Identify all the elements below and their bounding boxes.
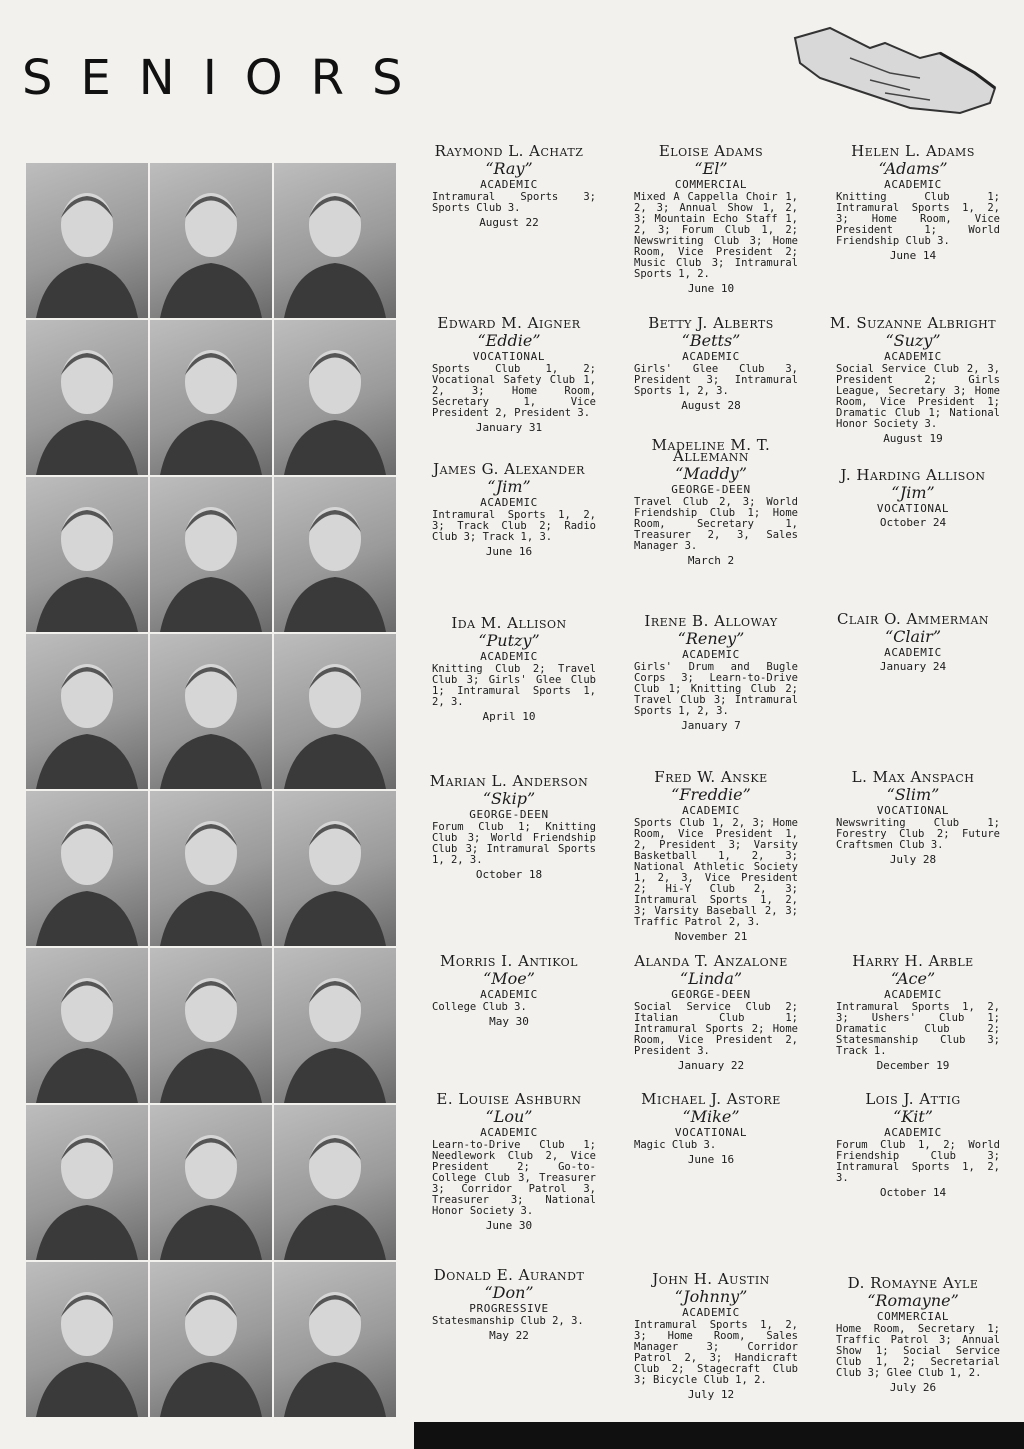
senior-entry [616, 1090, 806, 1166]
footer-bar [414, 1422, 1024, 1449]
senior-entry [616, 314, 806, 412]
senior-birthday: June 14 [889, 249, 937, 262]
senior-name: Alanda T. Anzalone [634, 952, 788, 970]
senior-name: Helen L. Adams [851, 142, 975, 160]
senior-course: GEORGE-DEEN [671, 483, 751, 496]
senior-nickname: “Don” [484, 1283, 534, 1302]
senior-name: James G. Alexander [433, 460, 585, 478]
senior-birthday: December 19 [876, 1059, 950, 1072]
senior-activities: Knitting Club 1; Intramural Sports 1, 2, 3; Home Room, Vice President 1; World Friendship Club 3. [836, 191, 1000, 247]
senior-name: Morris I. Antikol [440, 952, 578, 970]
senior-activities: Newswriting Club 1; Forestry Club 2; Future Craftsmen Club 3. [836, 817, 1000, 851]
senior-entry [414, 1266, 604, 1342]
portrait [26, 948, 148, 1103]
senior-course: ACADEMIC [682, 1306, 740, 1319]
senior-nickname: “Lou” [485, 1107, 533, 1126]
senior-entry [414, 614, 604, 723]
senior-birthday: January 22 [677, 1059, 745, 1072]
senior-activities: Magic Club 3. [634, 1139, 717, 1151]
senior-activities: Intramural Sports 1, 2, 3; Track Club 2; Radio Club 3; Track 1, 3. [432, 509, 596, 543]
senior-birthday: August 19 [883, 432, 943, 445]
senior-entry [818, 952, 1008, 1072]
senior-entry [818, 466, 1008, 529]
senior-nickname: “Suzy” [885, 331, 941, 350]
senior-course: ACADEMIC [884, 1126, 942, 1139]
portrait [26, 634, 148, 789]
senior-course: ACADEMIC [480, 1126, 538, 1139]
senior-name: D. Romayne Ayle [847, 1274, 979, 1292]
senior-birthday: June 10 [687, 282, 735, 295]
senior-activities: Statesmanship Club 2, 3. [432, 1315, 584, 1327]
senior-birthday: July 28 [889, 853, 937, 866]
portrait [150, 320, 272, 475]
senior-entry [818, 1274, 1008, 1394]
senior-entry [414, 314, 604, 434]
senior-birthday: June 30 [485, 1219, 533, 1232]
portrait [26, 1105, 148, 1260]
senior-name: Betty J. Alberts [648, 314, 774, 332]
portrait-grid [26, 163, 396, 1417]
senior-course: ACADEMIC [884, 646, 942, 659]
senior-entry [616, 142, 806, 295]
senior-activities: Sports Club 1, 2; Vocational Safety Club 1, 2, 3; Home Room, Secretary 1, Vice President 2, President 3. [432, 363, 596, 419]
senior-birthday: March 2 [687, 554, 735, 567]
senior-nickname: “Jim” [891, 483, 935, 502]
senior-activities: Forum Club 1; Knitting Club 3; World Friendship Club 3; Intramural Sports 1, 2, 3. [432, 821, 596, 866]
senior-birthday: October 24 [879, 516, 947, 529]
senior-activities: Social Service Club 2; Italian Club 1; Intramural Sports 2; Home Room, Vice President 2, President 3. [634, 1001, 798, 1057]
senior-nickname: “Mike” [682, 1107, 740, 1126]
senior-activities: Mixed A Cappella Choir 1, 2, 3; Annual Show 1, 2, 3; Mountain Echo Staff 1, 2, 3; Forum Club 1, 2; Newswriting Club 3; Home Room, Vice President 2; Music Club 3; Intramural Sports 1, 2. [634, 191, 798, 280]
senior-course: PROGRESSIVE [469, 1302, 549, 1315]
portrait [26, 791, 148, 946]
senior-course: VOCATIONAL [674, 1126, 748, 1139]
senior-nickname: “Putzy” [478, 631, 540, 650]
senior-course: ACADEMIC [480, 178, 538, 191]
senior-name: Donald E. Aurandt [433, 1266, 585, 1284]
senior-activities: Home Room, Secretary 1; Traffic Patrol 3; Annual Show 1; Social Service Club 1, 2; Secretarial Club 3; Glee Club 1, 2. [836, 1323, 1000, 1379]
senior-activities: Social Service Club 2, 3, President 2; Girls League, Secretary 3; Home Room, Vice President 1; Dramatic Club 1; National Honor Society 3. [836, 363, 1000, 430]
senior-course: ACADEMIC [884, 178, 942, 191]
senior-nickname: “El” [694, 159, 728, 178]
senior-entry [414, 1090, 604, 1232]
senior-birthday: October 18 [475, 868, 543, 881]
senior-birthday: July 12 [687, 1388, 735, 1401]
senior-nickname: “Johnny” [674, 1287, 748, 1306]
senior-course: VOCATIONAL [876, 502, 950, 515]
senior-activities: Girls' Drum and Bugle Corps 3; Learn-to-Drive Club 1; Knitting Club 2; Travel Club 3; Intramural Sports 1, 2, 3. [634, 661, 798, 717]
senior-birthday: June 16 [485, 545, 533, 558]
senior-name: Lois J. Attig [865, 1090, 961, 1108]
senior-entry [616, 952, 806, 1072]
senior-birthday: April 10 [482, 710, 536, 723]
senior-nickname: “Clair” [884, 627, 942, 646]
senior-course: ACADEMIC [480, 496, 538, 509]
senior-name: Ida M. Allison [451, 614, 567, 632]
senior-entry [818, 768, 1008, 866]
senior-name: Marian L. Anderson [429, 772, 589, 790]
senior-name: Madeline M. T. Allemann [651, 436, 771, 465]
senior-activities: Travel Club 2, 3; World Friendship Club 1; Home Room, Secretary 1, Treasurer 2, 3, Sales Manager 3. [634, 496, 798, 552]
senior-entry [818, 314, 1008, 445]
senior-name: Eloise Adams [658, 142, 764, 160]
senior-course: ACADEMIC [480, 988, 538, 1001]
senior-activities: Intramural Sports 1, 2, 3; Ushers' Club 1; Dramatic Club 2; Statesmanship Club 3; Track 1. [836, 1001, 1000, 1057]
senior-entry [414, 142, 604, 229]
portrait [274, 948, 396, 1103]
senior-birthday: May 22 [489, 1329, 529, 1342]
senior-name: E. Louise Ashburn [436, 1090, 582, 1108]
portrait [26, 320, 148, 475]
portrait [150, 791, 272, 946]
senior-nickname: “Eddie” [477, 331, 541, 350]
senior-course: VOCATIONAL [876, 804, 950, 817]
senior-nickname: “Reney” [677, 629, 745, 648]
senior-course: COMMERCIAL [876, 1310, 950, 1323]
senior-nickname: “Kit” [893, 1107, 933, 1126]
senior-entry [414, 952, 604, 1028]
portrait [150, 477, 272, 632]
senior-birthday: January 31 [475, 421, 543, 434]
senior-entry [818, 610, 1008, 673]
senior-entry [818, 1090, 1008, 1199]
senior-name: L. Max Anspach [851, 768, 975, 786]
senior-name: Edward M. Aigner [437, 314, 581, 332]
senior-entry [414, 460, 604, 558]
senior-entry [616, 1270, 806, 1401]
senior-nickname: “Jim” [487, 477, 531, 496]
portrait [150, 948, 272, 1103]
senior-birthday: July 26 [889, 1381, 937, 1394]
senior-birthday: August 28 [681, 399, 741, 412]
portrait [150, 163, 272, 318]
senior-entry [414, 772, 604, 881]
senior-course: VOCATIONAL [472, 350, 546, 363]
senior-activities: Intramural Sports 3; Sports Club 3. [432, 191, 596, 214]
portrait [274, 163, 396, 318]
senior-name: M. Suzanne Albright [829, 314, 997, 332]
senior-activities: Sports Club 1, 2, 3; Home Room, Vice President 1, 2, President 3; Varsity Basketball 1, 2, 3; National Athletic Society 1, 2, 3, Vice President 2; Hi-Y Club 2, 3; Intramural Sports 1, 2, 3; Varsity Baseball 2, 3; Traffic Patrol 2, 3. [634, 817, 798, 928]
senior-entry [616, 612, 806, 732]
senior-course: ACADEMIC [480, 650, 538, 663]
senior-birthday: August 22 [479, 216, 539, 229]
senior-course: COMMERCIAL [674, 178, 748, 191]
senior-course: ACADEMIC [884, 988, 942, 1001]
senior-activities: Knitting Club 2; Travel Club 3; Girls' Glee Club 1; Intramural Sports 1, 2, 3. [432, 663, 596, 708]
portrait [26, 477, 148, 632]
portrait [274, 791, 396, 946]
portrait [274, 320, 396, 475]
senior-nickname: “Slim” [886, 785, 940, 804]
handshake-illustration [790, 18, 1000, 118]
senior-nickname: “Ace” [890, 969, 936, 988]
portrait [274, 1262, 396, 1417]
senior-course: GEORGE-DEEN [469, 808, 549, 821]
senior-nickname: “Ray” [485, 159, 533, 178]
senior-birthday: October 14 [879, 1186, 947, 1199]
senior-course: ACADEMIC [682, 648, 740, 661]
senior-entry [616, 768, 806, 943]
portrait [274, 634, 396, 789]
senior-activities: Forum Club 1, 2; World Friendship Club 3; Intramural Sports 1, 2, 3. [836, 1139, 1000, 1184]
senior-name: Harry H. Arble [852, 952, 974, 970]
page-title: SENIORS [22, 50, 431, 106]
senior-entry [818, 142, 1008, 262]
senior-nickname: “Romayne” [867, 1291, 959, 1310]
portrait [150, 1105, 272, 1260]
senior-course: ACADEMIC [682, 350, 740, 363]
senior-nickname: “Skip” [482, 789, 536, 808]
senior-name: John H. Austin [652, 1270, 770, 1288]
senior-birthday: November 21 [674, 930, 748, 943]
portrait [26, 1262, 148, 1417]
senior-course: GEORGE-DEEN [671, 988, 751, 1001]
senior-name: Fred W. Anske [654, 768, 768, 786]
senior-entry [616, 436, 806, 567]
senior-nickname: “Adams” [878, 159, 948, 178]
portrait [150, 634, 272, 789]
portrait [274, 477, 396, 632]
portrait [26, 163, 148, 318]
senior-name: Irene B. Alloway [644, 612, 778, 630]
senior-birthday: January 24 [879, 660, 947, 673]
senior-nickname: “Linda” [679, 969, 743, 988]
senior-name: Clair O. Ammerman [836, 610, 990, 628]
senior-course: ACADEMIC [682, 804, 740, 817]
senior-activities: Intramural Sports 1, 2, 3; Home Room, Sales Manager 3; Corridor Patrol 2, 3; Handicraft Club 2; Stagecraft Club 3; Bicycle Club 1, 2. [634, 1319, 798, 1386]
senior-birthday: June 16 [687, 1153, 735, 1166]
senior-name: Raymond L. Achatz [434, 142, 584, 160]
senior-activities: College Club 3. [432, 1001, 527, 1013]
senior-nickname: “Freddie” [671, 785, 751, 804]
senior-name: J. Harding Allison [840, 466, 986, 484]
senior-birthday: January 7 [681, 719, 741, 732]
senior-name: Michael J. Astore [641, 1090, 781, 1108]
senior-birthday: May 30 [489, 1015, 529, 1028]
senior-nickname: “Moe” [483, 969, 535, 988]
senior-activities: Girls' Glee Club 3, President 3; Intramural Sports 1, 2, 3. [634, 363, 798, 397]
portrait [274, 1105, 396, 1260]
senior-course: ACADEMIC [884, 350, 942, 363]
senior-nickname: “Maddy” [675, 464, 747, 483]
senior-nickname: “Betts” [681, 331, 741, 350]
portrait [150, 1262, 272, 1417]
senior-activities: Learn-to-Drive Club 1; Needlework Club 2, Vice President 2; Go-to-College Club 3, Treasurer 3; Corridor Patrol 3, Treasurer 3; National Honor Society 3. [432, 1139, 596, 1217]
